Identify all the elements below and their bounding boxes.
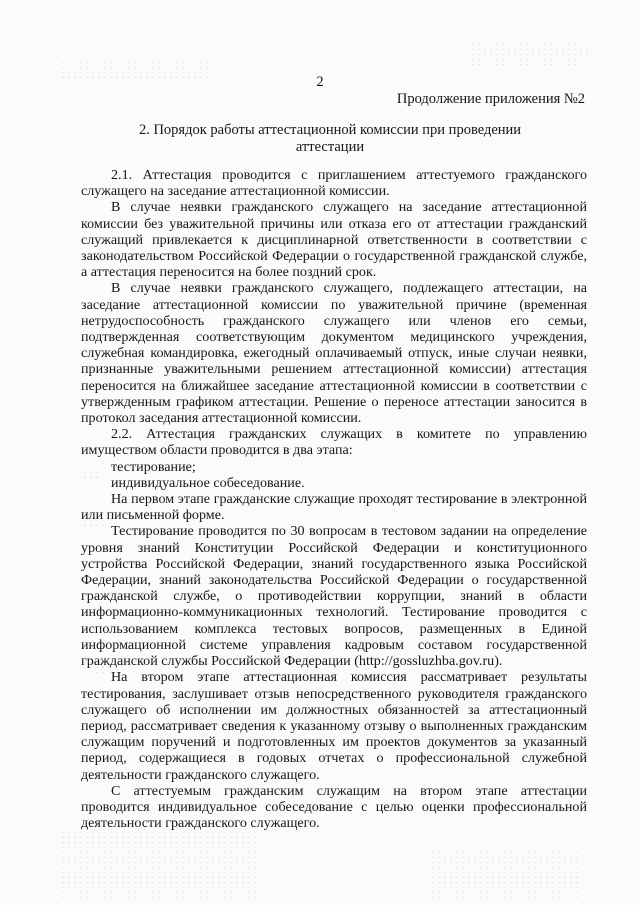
paragraph: Тестирование проводится по 30 вопросам в тестовом задании на определение уровня знаний Конституции Российской Федерации и конституционного устройства Российской Федерации, знаний государственного языка Российской Федерации, знаний законодательства Российской Федерации о государственной гражданской службе, о противодействии коррупции, знаний в области информационно-коммуникационных технологий. Тестирование проводится с использованием комплекса тестовых вопросов, размещенных в Единой информационной системе управления кадровым составом государственной гражданской службы Российской Федерации (http://gossluzhba.gov.ru).	[81, 523, 587, 670]
page-number: 2	[316, 74, 324, 90]
list-item: индивидуальное собеседование.	[111, 474, 305, 491]
paragraph: На первом этапе гражданские служащие проходят тестирование в электронной или письменной форме.	[81, 491, 587, 524]
scan-noise	[60, 830, 260, 900]
scan-noise	[430, 850, 580, 900]
paragraph: В случае неявки гражданского служащего, подлежащего аттестации, на заседание аттестационной комиссии по уважительной причине (временная нетрудоспособность гражданского служащего или членов его семьи, подтвержденная соответствующим документом медицинского учреждения, служебная командировка, ежегодный оплачиваемый отпуск, иные случаи неявки, признанные уважительными решением аттестационной комиссии) аттестация переносится на ближайшее заседание аттестационной комиссии в соответствии с утвержденным графиком аттестации. Решение о переносе аттестации заносится в протокол заседания аттестационной комиссии.	[81, 280, 587, 427]
paragraph: На втором этапе аттестационная комиссия рассматривает результаты тестирования, заслушивает отзыв непосредственного руководителя гражданского служащего об исполнении им должностных обязанностей за аттестационный период, рассматривает сведения к указанному отзыву о выполненных гражданским служащим поручений и подготовленных им проектов документов за указанный период, содержащиеся в годовых отчетах о профессиональной служебной деятельности гражданского служащего.	[81, 669, 587, 783]
body-text	[81, 167, 587, 831]
paragraph: 2.1. Аттестация проводится с приглашением аттестуемого гражданского служащего на заседание аттестационной комиссии.	[81, 167, 587, 200]
paragraph: 2.2. Аттестация гражданских служащих в комитете по управлению имуществом области проводится в два этапа:	[81, 426, 587, 459]
paragraph: С аттестуемым гражданским служащим на втором этапе аттестации проводится индивидуальное собеседование с целью оценки профессиональной деятельности гражданского служащего.	[81, 782, 587, 832]
scan-noise	[470, 42, 590, 66]
appendix-label: Продолжение приложения №2	[396, 91, 585, 107]
list-item: тестирование;	[111, 458, 196, 475]
paragraph: В случае неявки гражданского служащего на заседание аттестационной комиссии без уважительной причины или отказа его от аттестации гражданский служащий привлекается к дисциплинарной ответственности в соответствии с законодательством Российской Федерации о государственной гражданской службе, а аттестация переносится на более поздний срок.	[81, 199, 587, 281]
section-title: 2. Порядок работы аттестационной комиссии при проведении аттестации	[138, 122, 522, 155]
